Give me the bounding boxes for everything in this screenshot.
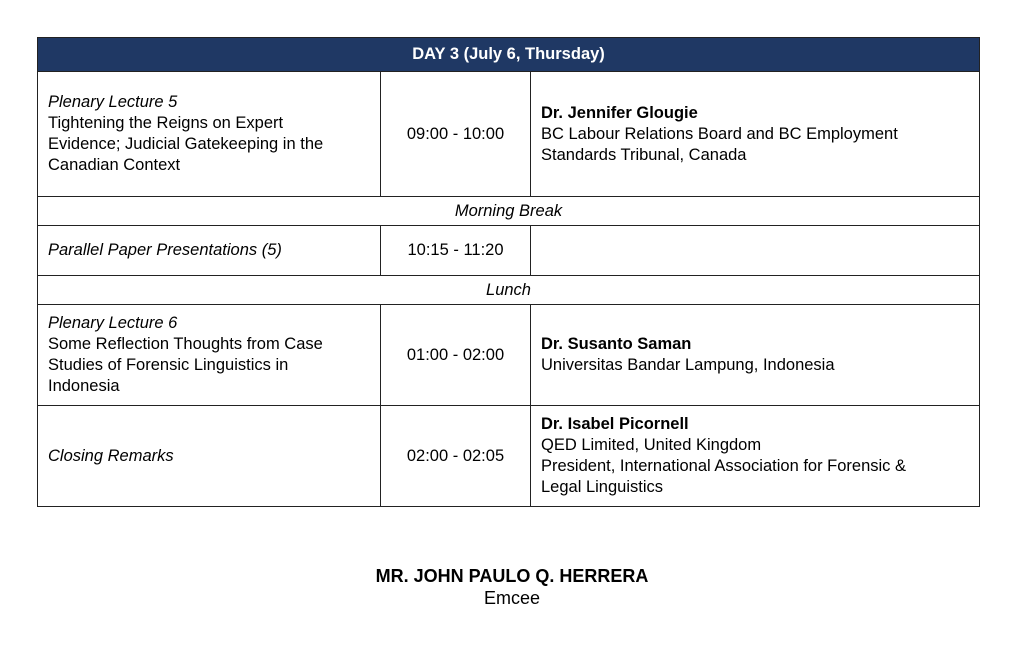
speaker-cell — [531, 305, 980, 406]
speaker-cell — [531, 72, 980, 197]
session-label: Plenary Lecture 5 — [48, 93, 178, 111]
table-row — [38, 72, 980, 197]
session-cell — [38, 305, 381, 406]
table-row — [38, 305, 980, 406]
session-label: Parallel Paper Presentations (5) — [48, 241, 282, 259]
session-cell — [38, 72, 381, 197]
schedule-table — [37, 37, 980, 507]
session-title-line: Studies of Forensic Linguistics in — [48, 356, 289, 374]
session-cell — [38, 226, 381, 276]
day-header: DAY 3 (July 6, Thursday) — [38, 38, 980, 72]
morning-break: Morning Break — [38, 197, 980, 226]
speaker-name: Dr. Isabel Picornell — [541, 415, 689, 433]
speaker-affiliation: BC Labour Relations Board and BC Employment — [541, 124, 898, 143]
speaker-cell — [531, 226, 980, 276]
session-time: 10:15 - 11:20 — [381, 226, 531, 276]
speaker-affiliation: President, International Association for Forensic & — [541, 457, 907, 475]
break-row — [38, 197, 980, 226]
session-title-line: Evidence; Judicial Gatekeeping in the — [48, 135, 324, 153]
emcee-block — [0, 565, 1024, 609]
session-title-line: Canadian Context — [48, 156, 181, 174]
session-time: 09:00 - 10:00 — [381, 72, 531, 197]
session-time: 02:00 - 02:05 — [381, 406, 531, 507]
session-title-line: Some Reflection Thoughts from Case — [48, 335, 323, 353]
session-label: Plenary Lecture 6 — [48, 314, 178, 332]
session-cell — [38, 406, 381, 507]
table-row — [38, 406, 980, 507]
speaker-affiliation: QED Limited, United Kingdom — [541, 436, 762, 454]
table-row — [38, 226, 980, 276]
session-title-line: Tightening the Reigns on Expert — [48, 114, 284, 132]
session-title-line: Indonesia — [48, 377, 120, 395]
break-row — [38, 276, 980, 305]
emcee-role: Emcee — [483, 588, 541, 608]
emcee-name: MR. JOHN PAULO Q. HERRERA — [375, 566, 649, 586]
session-time: 01:00 - 02:00 — [381, 305, 531, 406]
speaker-affiliation: Legal Linguistics — [541, 478, 663, 496]
speaker-affiliation: Standards Tribunal, Canada — [541, 145, 747, 164]
speaker-cell — [531, 406, 980, 507]
session-label: Closing Remarks — [48, 446, 174, 465]
lunch-break: Lunch — [38, 276, 980, 305]
speaker-affiliation: Universitas Bandar Lampung, Indonesia — [541, 356, 835, 374]
speaker-name: Dr. Jennifer Glougie — [541, 103, 698, 122]
speaker-name: Dr. Susanto Saman — [541, 335, 692, 353]
